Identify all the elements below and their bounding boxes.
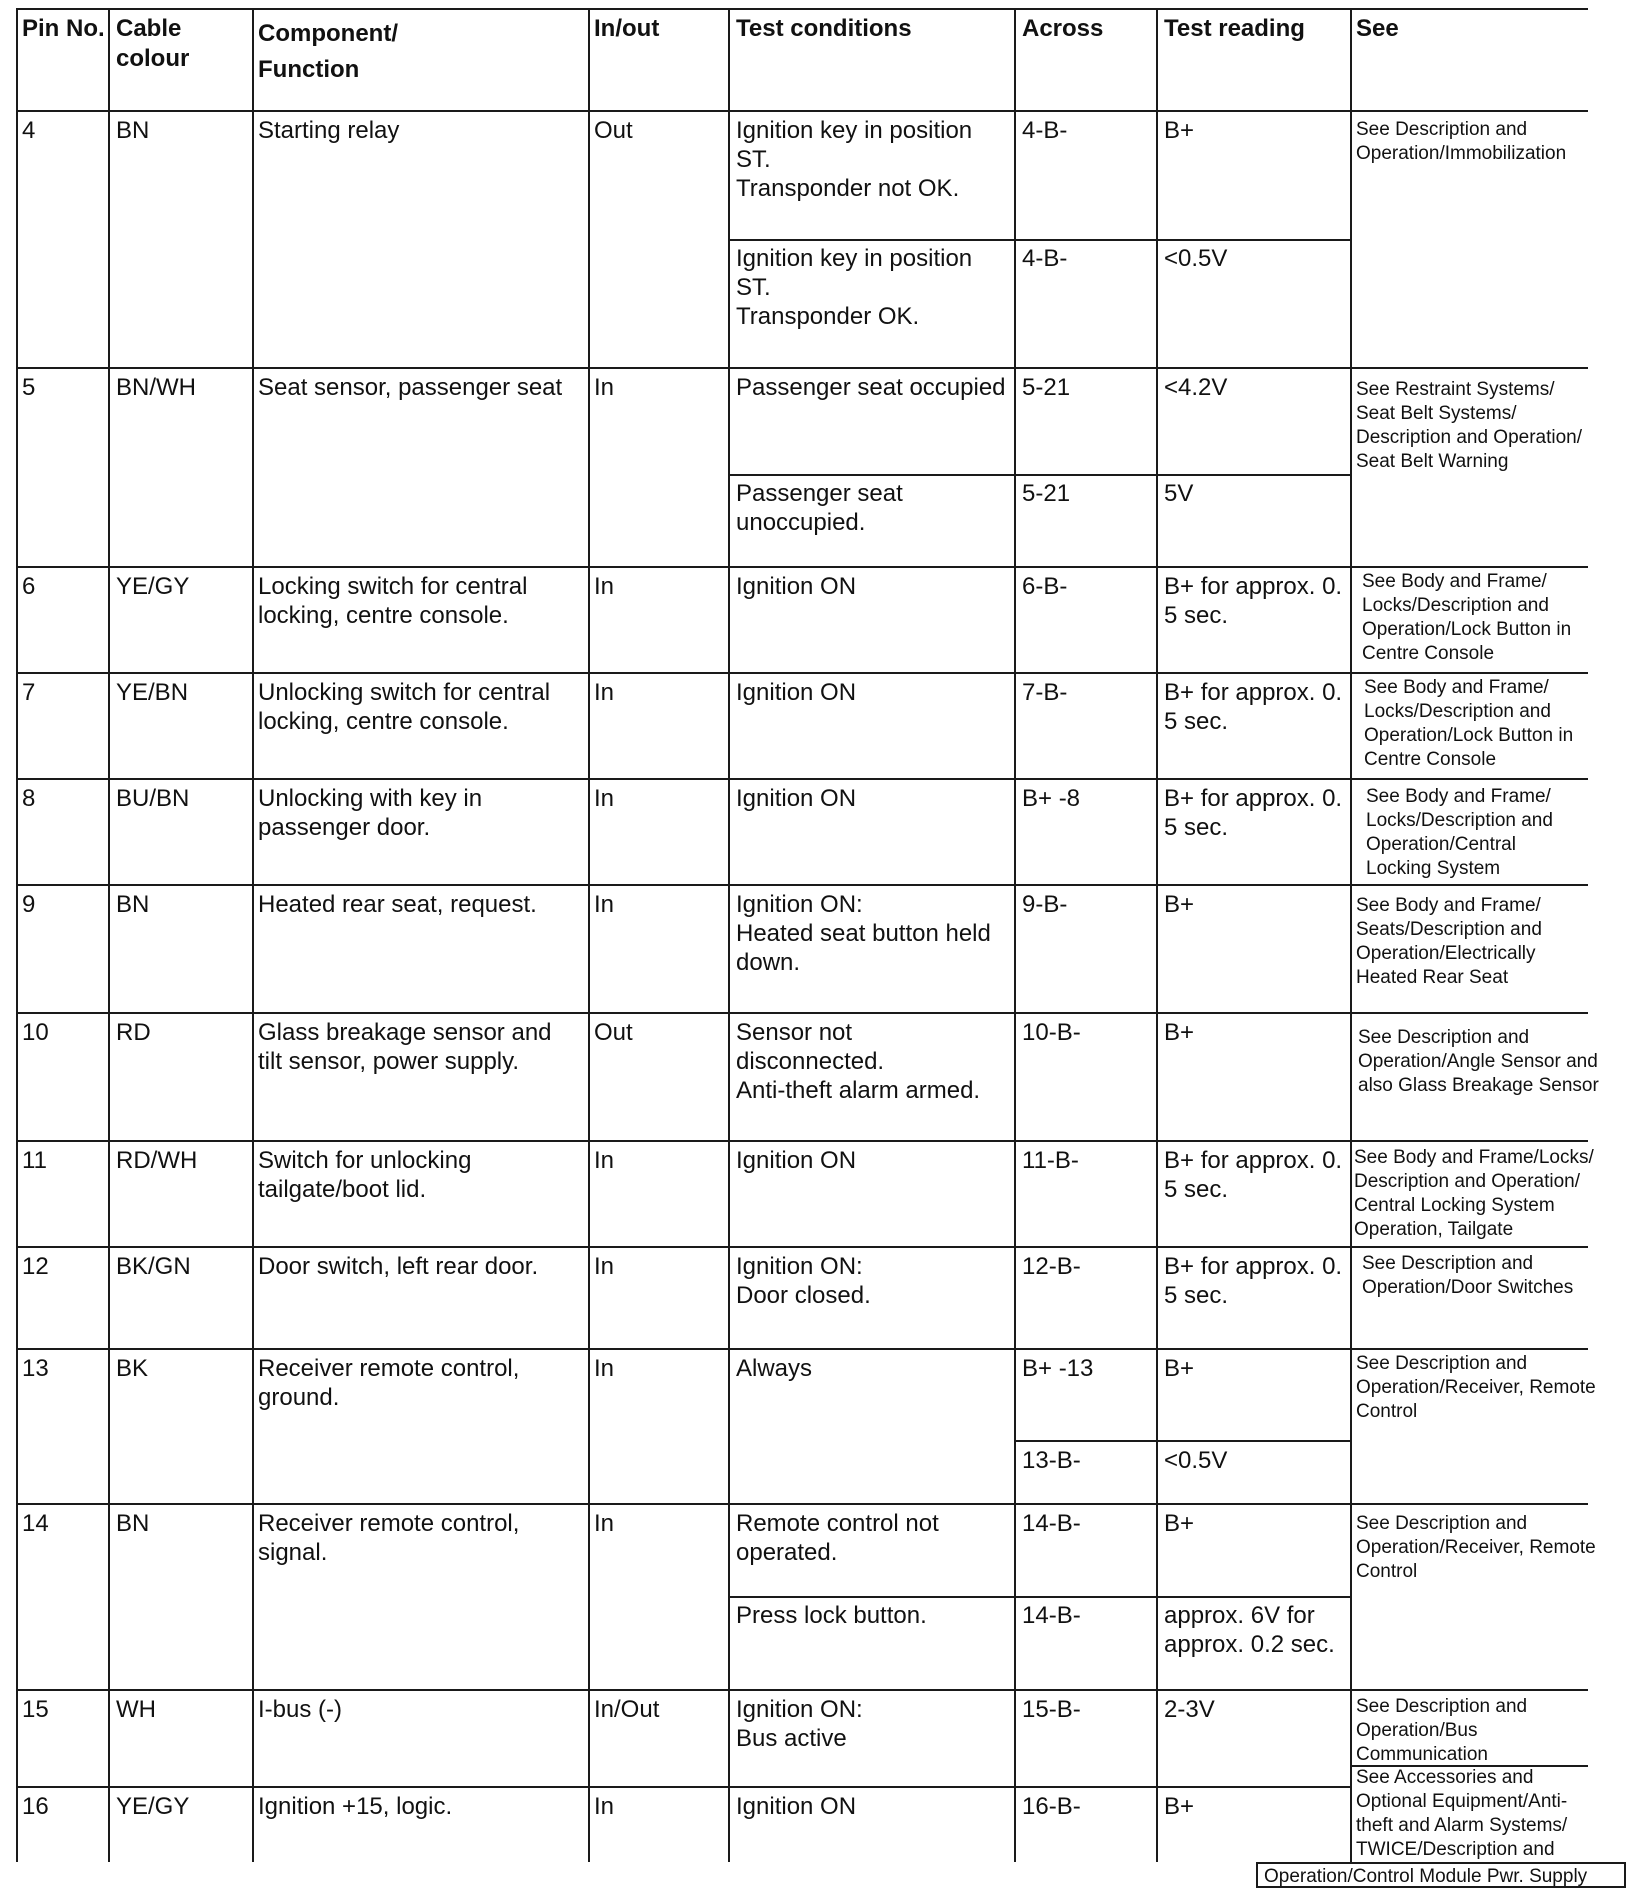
cell-test-reading: 2-3V [1164, 1696, 1215, 1723]
cell-test-conditions: Ignition ON [736, 679, 857, 706]
col-divider [728, 8, 730, 1862]
cell-test-reading: <0.5V [1164, 245, 1228, 272]
cell-in-out: Out [594, 1019, 633, 1046]
cell-across: 6-B- [1022, 573, 1068, 600]
cell-in-out: In [594, 1355, 615, 1382]
cell-see-reference: See Body and Frame/ Locks/Description and Operation/Lock Button in Centre Console [1364, 677, 1574, 770]
header-cable-colour: Cable colour [116, 15, 190, 72]
cell-see-reference: See Body and Frame/ Seats/Description and Operation/Electrically Heated Rear Seat [1356, 895, 1542, 988]
cell-across: 4-B- [1022, 117, 1068, 144]
row-divider [16, 884, 1588, 886]
cell-test-reading: <0.5V [1164, 1447, 1228, 1474]
row-divider [16, 1246, 1588, 1248]
cell-cable-colour: YE/GY [116, 573, 190, 600]
cell-pin: 10 [22, 1019, 49, 1046]
cell-in-out: In [594, 374, 615, 401]
cell-test-reading: B+ [1164, 891, 1195, 918]
table-border-top [16, 8, 1588, 10]
cell-cable-colour: BN/WH [116, 374, 196, 401]
cell-component: Unlocking switch for central locking, centre console. [258, 679, 551, 735]
cell-cable-colour: YE/BN [116, 679, 189, 706]
cell-see-reference: See Description and Operation/Angle Sensor and also Glass Breakage Sensor [1358, 1027, 1599, 1096]
cell-see-reference: See Body and Frame/Locks/ Description and Operation/ Central Locking System Operation, Tailgate [1354, 1147, 1594, 1240]
cell-in-out: In [594, 1253, 615, 1280]
row-divider [16, 566, 1588, 568]
cell-cable-colour: RD [116, 1019, 151, 1046]
col-divider [252, 8, 254, 1862]
cell-across: 9-B- [1022, 891, 1068, 918]
cell-test-reading: B+ for approx. 0. 5 sec. [1164, 679, 1343, 735]
header-test-reading: Test reading [1164, 15, 1305, 42]
cell-component: I-bus (-) [258, 1696, 342, 1723]
sub-row-divider [728, 1596, 1350, 1598]
cell-test-conditions: Ignition key in position ST. Transponder not OK. [736, 117, 973, 202]
header-test-conditions: Test conditions [736, 15, 912, 42]
cell-test-conditions: Ignition ON: Heated seat button held down. [736, 891, 991, 976]
cell-component: Starting relay [258, 117, 400, 144]
cell-pin: 12 [22, 1253, 49, 1280]
cell-pin: 14 [22, 1510, 49, 1537]
sub-row-divider [728, 239, 1350, 241]
cell-across: B+ -8 [1022, 785, 1081, 812]
header-pin-no: Pin No. [22, 15, 105, 42]
cell-component: Unlocking with key in passenger door. [258, 785, 483, 841]
sub-row-divider [728, 474, 1350, 476]
cell-in-out: In [594, 785, 615, 812]
cell-cable-colour: BU/BN [116, 785, 190, 812]
cell-in-out: Out [594, 117, 633, 144]
header-see: See [1356, 15, 1399, 42]
cell-in-out: In [594, 573, 615, 600]
cell-in-out: In [594, 1147, 615, 1174]
cell-test-conditions: Ignition ON: Bus active [736, 1696, 863, 1752]
cell-pin: 4 [22, 117, 36, 144]
cell-test-conditions: Ignition key in position ST. Transponder OK. [736, 245, 973, 330]
cell-component: Receiver remote control, signal. [258, 1510, 520, 1566]
row-divider [16, 778, 1588, 780]
cell-see-reference: See Accessories and Optional Equipment/Anti- theft and Alarm Systems/ TWICE/Description and [1356, 1767, 1568, 1860]
cell-cable-colour: WH [116, 1696, 156, 1723]
cell-test-reading: B+ for approx. 0. 5 sec. [1164, 1253, 1343, 1309]
cell-across: 14-B- [1022, 1602, 1081, 1629]
cell-cable-colour: BN [116, 117, 150, 144]
col-divider [1014, 8, 1016, 1862]
cell-see-reference: See Body and Frame/ Locks/Description and Operation/Lock Button in Centre Console [1362, 571, 1572, 664]
cell-see-reference: See Restraint Systems/ Seat Belt Systems/ Description and Operation/ Seat Belt Warning [1356, 379, 1583, 472]
row-divider [16, 1348, 1588, 1350]
cell-test-reading: B+ [1164, 117, 1195, 144]
header-across: Across [1022, 15, 1104, 42]
cell-component: Door switch, left rear door. [258, 1253, 539, 1280]
cell-pin: 9 [22, 891, 36, 918]
cell-in-out: In [594, 1510, 615, 1537]
cell-pin: 6 [22, 573, 36, 600]
cell-cable-colour: BN [116, 891, 150, 918]
cell-test-conditions: Ignition ON [736, 573, 857, 600]
cell-cable-colour: RD/WH [116, 1147, 198, 1174]
cell-test-reading: B+ [1164, 1793, 1195, 1820]
cell-cable-colour: BK/GN [116, 1253, 191, 1280]
cell-in-out: In/Out [594, 1696, 660, 1723]
cell-pin: 11 [22, 1147, 47, 1174]
cell-pin: 5 [22, 374, 36, 401]
cell-across: 7-B- [1022, 679, 1068, 706]
cell-in-out: In [594, 891, 615, 918]
cell-see-reference: See Body and Frame/ Locks/Description and Operation/Central Locking System [1366, 786, 1553, 879]
cell-component: Glass breakage sensor and tilt sensor, power supply. [258, 1019, 552, 1075]
cell-test-reading: B+ [1164, 1355, 1195, 1382]
row-divider [16, 1012, 1588, 1014]
cell-see-reference: See Description and Operation/Receiver, Remote Control [1356, 1353, 1596, 1422]
cell-test-reading: approx. 6V for approx. 0.2 sec. [1164, 1602, 1335, 1658]
col-divider [588, 8, 590, 1862]
cell-across: 14-B- [1022, 1510, 1081, 1537]
cell-test-conditions: Ignition ON [736, 1793, 857, 1820]
cell-pin: 7 [22, 679, 36, 706]
cell-test-reading: B+ for approx. 0. 5 sec. [1164, 785, 1343, 841]
cell-test-reading: B+ [1164, 1019, 1195, 1046]
cell-across: 13-B- [1022, 1447, 1081, 1474]
cell-test-conditions: Always [736, 1355, 813, 1382]
cell-across: 16-B- [1022, 1793, 1081, 1820]
cell-in-out: In [594, 1793, 615, 1820]
col-divider [108, 8, 110, 1862]
cell-cable-colour: BK [116, 1355, 149, 1382]
cell-test-conditions: Remote control not operated. [736, 1510, 939, 1566]
cell-test-conditions: Press lock button. [736, 1602, 927, 1629]
cell-component: Locking switch for central locking, centre console. [258, 573, 528, 629]
cell-pin: 8 [22, 785, 36, 812]
row-divider [16, 1140, 1588, 1142]
cell-test-conditions: Ignition ON [736, 1147, 857, 1174]
col-divider [1156, 8, 1158, 1862]
cell-test-conditions: Sensor not disconnected. Anti-theft alarm armed. [736, 1019, 981, 1104]
cell-see-reference: See Description and Operation/Immobilization [1356, 119, 1567, 164]
cell-test-conditions: Passenger seat occupied [736, 374, 1006, 401]
cell-pin: 13 [22, 1355, 49, 1382]
cell-see-reference: See Description and Operation/Receiver, Remote Control [1356, 1513, 1596, 1582]
cell-across: 11-B- [1022, 1147, 1079, 1174]
cell-test-conditions: Ignition ON: Door closed. [736, 1253, 871, 1309]
cell-test-reading: B+ for approx. 0. 5 sec. [1164, 1147, 1343, 1203]
col-divider [1350, 8, 1352, 1862]
cell-across: 4-B- [1022, 245, 1068, 272]
cell-across: B+ -13 [1022, 1355, 1094, 1382]
cell-cable-colour: YE/GY [116, 1793, 190, 1820]
cell-see-reference: See Description and Operation/Bus Communication [1356, 1696, 1528, 1765]
cell-pin: 16 [22, 1793, 49, 1820]
cell-test-reading: B+ for approx. 0. 5 sec. [1164, 573, 1343, 629]
cell-test-reading: 5V [1164, 480, 1194, 507]
cell-component: Switch for unlocking tailgate/boot lid. [258, 1147, 472, 1203]
table-border-left [16, 8, 18, 1862]
cell-pin: 15 [22, 1696, 49, 1723]
header-component-function: Component/ Function [258, 20, 398, 83]
cell-across: 5-21 [1022, 480, 1071, 507]
cell-in-out: In [594, 679, 615, 706]
row-divider [16, 1786, 1350, 1788]
cell-across: 12-B- [1022, 1253, 1081, 1280]
row-divider [16, 672, 1588, 674]
row-divider [16, 1689, 1588, 1691]
cell-component: Seat sensor, passenger seat [258, 374, 563, 401]
cell-test-conditions: Passenger seat unoccupied. [736, 480, 903, 536]
cell-test-reading: <4.2V [1164, 374, 1228, 401]
cell-component: Heated rear seat, request. [258, 891, 537, 918]
cell-across: 10-B- [1022, 1019, 1081, 1046]
cell-see-reference: See Description and Operation/Door Switches [1362, 1253, 1574, 1298]
cell-test-reading: B+ [1164, 1510, 1195, 1537]
sub-row-divider [1014, 1440, 1350, 1442]
row-divider [16, 110, 1588, 112]
cell-component: Receiver remote control, ground. [258, 1355, 520, 1411]
row-divider [16, 367, 1588, 369]
cell-component: Ignition +15, logic. [258, 1793, 453, 1820]
see-reference-continuation: Operation/Control Module Pwr. Supply [1256, 1862, 1626, 1888]
cell-across: 15-B- [1022, 1696, 1081, 1723]
cell-cable-colour: BN [116, 1510, 150, 1537]
row-divider [16, 1503, 1588, 1505]
cell-across: 5-21 [1022, 374, 1071, 401]
header-in-out: In/out [594, 15, 660, 42]
cell-test-conditions: Ignition ON [736, 785, 857, 812]
